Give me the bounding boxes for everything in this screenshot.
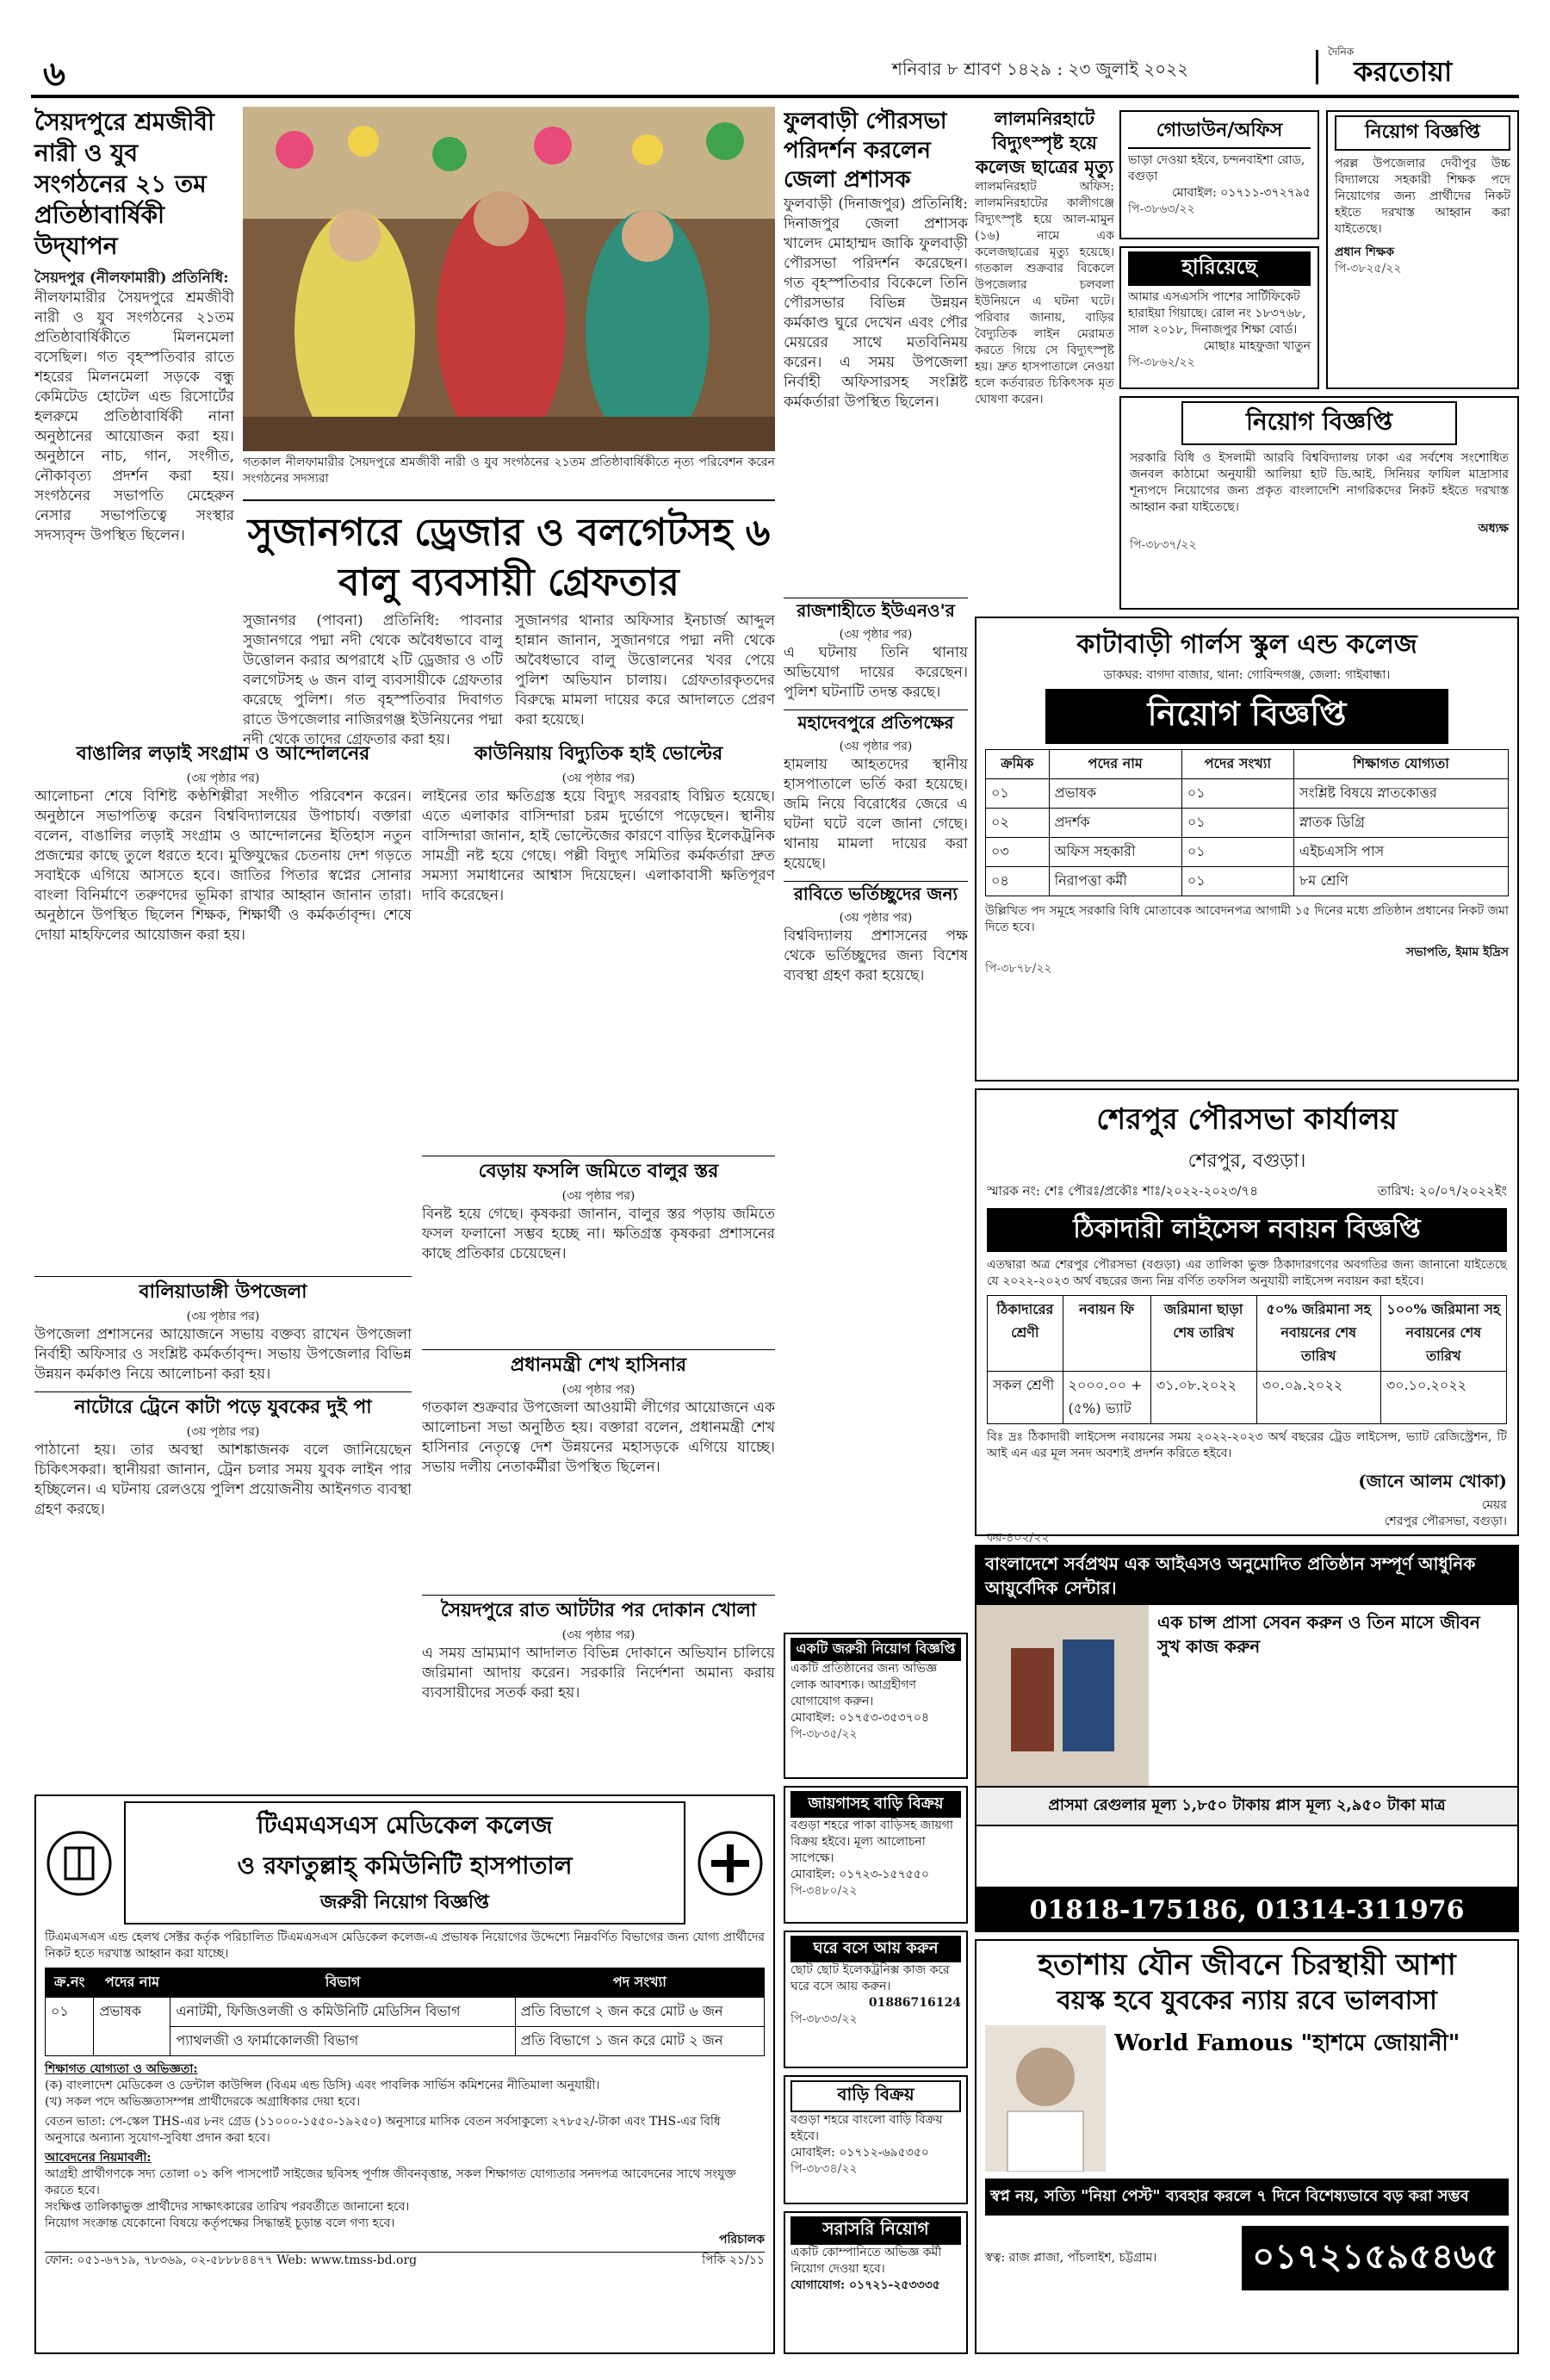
col-head: ১০০% জরিমানা সহ নবায়নের শেষ তারিখ: [1380, 1296, 1506, 1372]
ad-ref: পি-৩৮৭৮/২২: [985, 962, 1052, 976]
rule-item: আগ্রহী প্রার্থীগণকে সদ্য তোলা ০১ কপি পাসপোর্ট সাইজের ছবিসহ পূর্ণাঙ্গ জীবনবৃত্তান্ত, সকল শিক্ষাগত যোগ্যতার সনদপত্র আবেদনের সাথে সংযুক্ত করতে হবে।: [45, 2167, 736, 2197]
ad-body: একটি কোম্পানিতে অভিজ্ঞ কর্মী নিয়োগ দেওয়া হবে।: [790, 2246, 942, 2276]
col-head: ক্র.নং: [46, 1968, 94, 1998]
ad-phone: মোবাইল: ০১৭১১-৩৭২৭৯৫: [1171, 186, 1311, 200]
office-name: শেরপুর পৌরসভা কার্যালয়: [1096, 1102, 1398, 1137]
cell: ৩০.০৯.২০২২: [1256, 1372, 1380, 1424]
ad-katabari-college: [975, 617, 1519, 1082]
ad-ref: পি-৩৮২৫/২২: [1335, 262, 1402, 276]
cell: নিরাপত্তা কর্মী: [1049, 867, 1181, 896]
ad-sign: প্রধান শিক্ষক: [1335, 245, 1395, 259]
notice-sign: পরিচালক: [718, 2233, 765, 2247]
qual-title: শিক্ষাগত যোগ্যতা ও অভিজ্ঞতা:: [45, 2062, 198, 2076]
cell: ০১: [986, 779, 1050, 809]
ad-phone: মোবাইল: ০১৭৫৩-৩৫৩৭০৪: [790, 1711, 930, 1725]
cell: প্রতি বিভাগে ২ জন করে মোট ৬ জন: [515, 1998, 764, 2027]
medical-job-table: [45, 1968, 765, 2056]
story-block: [34, 739, 412, 1269]
ad-ref: পি-৩৮৩৩/২২: [790, 2012, 858, 2026]
story-body: বিশ্ববিদ্যালয় প্রশাসনের পক্ষ থেকে ভর্তিচ্ছুদের জন্য বিশেষ ব্যবস্থা গ্রহণ করা হয়েছে।: [784, 927, 968, 984]
story-title: বালিয়াডাঙ্গী উপজেলা: [139, 1280, 307, 1303]
header-rule: [31, 95, 1519, 98]
college-name: কাটাবাড়ী গার্লস স্কুল এন্ড কলেজ: [1076, 629, 1417, 660]
col-head: পদের সংখ্যা: [1181, 750, 1293, 779]
col-head: জরিমানা ছাড়া শেষ তারিখ: [1150, 1296, 1256, 1372]
ad-headline: বাংলাদেশে সর্বপ্রথম এক আইএসও অনুমোদিত প্রতিষ্ঠান সম্পূর্ণ আধুনিক আয়ুর্বেদিক সেন্টার।: [976, 1546, 1517, 1605]
story-body: এ সময় ভ্রাম্যমাণ আদালত বিভিন্ন দোকানে অভিযান চালিয়ে জরিমানা আদায় করেন। সরকারি নির্দেশনা অমান্য করায় ব্যবসায়ীদের সতর্ক করা হয়।: [422, 1645, 775, 1701]
col-head: ঠিকাদারের শ্রেণী: [988, 1296, 1063, 1372]
story-block: [422, 1349, 775, 1588]
table-row: [986, 838, 1509, 867]
col-head: পদের নাম: [94, 1968, 170, 1998]
cell: স্নাতক ডিগ্রি: [1294, 809, 1509, 838]
college-address: ডাকঘর: বাগদা বাজার, থানা: গোবিন্দগঞ্জ, জেলা: গাইবান্ধা।: [1103, 668, 1391, 682]
column-a: [34, 739, 412, 1789]
ad-ref: পিকি ২১/১১: [702, 2253, 765, 2267]
rules-title: আবেদনের নিয়মাবলী:: [45, 2151, 152, 2165]
cell: ০৩: [986, 838, 1050, 867]
col-head: শিক্ষাগত যোগ্যতা: [1294, 750, 1509, 779]
hospital-logo-icon: [696, 1829, 765, 1898]
ad-house-sale: [784, 2075, 968, 2204]
ad-headline: হতাশায় যৌন জীবনে চিরস্থায়ী আশা: [1038, 1948, 1456, 1982]
cell: প্যাথলজী ও ফার্মাকোলজী বিভাগ: [170, 2027, 515, 2056]
story-block: [422, 1595, 775, 1703]
cell: ০২: [986, 809, 1050, 838]
ad-home-income: [784, 1931, 968, 2068]
photo-caption: গতকাল নীলফামারীর সৈয়দপুরে শ্রমজীবী নারী ও যুব সংগঠনের ২১তম প্রতিষ্ঠাবার্ষিকীতে নৃত্য পরিবেশন করেন সংগঠনের সদস্যরা: [243, 456, 775, 486]
ad-title: ঘরে বসে আয় করুন: [790, 1936, 961, 1962]
col-head: নবায়ন ফি: [1063, 1296, 1150, 1372]
story-body: উপজেলা প্রশাসনের আয়োজনে সভায় বক্তব্য রাখেন উপজেলা নির্বাহী অফিসার ও সংশ্লিষ্ট কর্মকর্তাবৃন্দ। সভায় উপজেলার বিভিন্ন উন্নয়ন কর্মকাণ্ড নিয়ে আলোচনা করা হয়।: [34, 1326, 412, 1383]
ad-ref: পি-৩৮৬৩/২২: [1128, 202, 1195, 216]
memo-no: স্মারক নং: শেঃ পৌরঃ/প্রকৌঃ শাঃ/২০২২-২০২৩/৭৪: [987, 1183, 1258, 1199]
story-title: রাজশাহীতে ইউএনও'র: [797, 600, 955, 621]
story-block: [34, 1276, 412, 1385]
ad-land-sale: [784, 1786, 968, 1924]
ad-sign: মোছাঃ মাহফুজা খাতুন: [1203, 339, 1311, 353]
mayor-title: মেয়র: [1481, 1498, 1507, 1512]
story-title: প্রধানমন্ত্রী শেখ হাসিনার: [510, 1354, 687, 1376]
story-block: [422, 739, 775, 1149]
tmss-logo-icon: [45, 1829, 114, 1898]
college-sign: সভাপতি, ইমাম ইদ্রিস: [1405, 945, 1509, 959]
col-head: পদের নাম: [1049, 750, 1181, 779]
product-brand: World Famous "হাশমে জোয়ানী": [1114, 2030, 1460, 2056]
story-title: বেড়ায় ফসলি জমিতে বালুর স্তর: [478, 1160, 719, 1182]
cell: সকল শ্রেণী: [988, 1372, 1063, 1424]
ad-slogan: স্বপ্ন নয়, সত্যি "নিয়া পেস্ট" ব্যবহার করলে ৭ দিনে বিশেষ্যভাবে বড় করা সম্ভব: [985, 2179, 1509, 2216]
notice-banner: জরুরী নিয়োগ বিজ্ঞপ্তি: [319, 1891, 490, 1913]
story-body: ফুলবাড়ী (দিনাজপুর) প্রতিনিধি: দিনাজপুর জেলা প্রশাসক খালেদ মোহাম্মদ জাকি ফুলবাড়ী পৌরসভা পরিদর্শন করেছেন। গত বৃহস্পতিবার বিকেলে তিনি পৌরসভার বিভিন্ন উন্নয়ন কর্মকাণ্ড ঘুরে দেখেন এবং পৌর মেয়রের সাথে মতবিনিময় করেন। এ সময় উপজেলা নির্বাহী অফিসারসহ সংশ্লিষ্ট কর্মকর্তারা উপস্থিত ছিলেন।: [784, 195, 968, 411]
col-head: বিভাগ: [170, 1968, 515, 1998]
ad-ref: কর-৪০২/২২: [987, 1531, 1050, 1545]
ad-tmss-medical: [34, 1794, 775, 2354]
story-title: বাঙালির লড়াই সংগ্রাম ও আন্দোলনের: [76, 742, 370, 765]
rule-item: সংক্ষিপ্ত তালিকাভুক্ত প্রার্থীদের সাক্ষাৎকারের তারিখ পরবর্তীতে জানানো হবে।: [45, 2200, 410, 2214]
paper-prefix: দৈনিক: [1328, 46, 1355, 58]
col-head: ক্রমিক: [986, 750, 1050, 779]
page-number: ৬: [43, 53, 66, 94]
article-title: সুজানগরে ড্রেজার ও বলগেটসহ ৬ বালু ব্যবসায়ী গ্রেফতার: [247, 511, 771, 604]
cell: ২০০০.০০ + (৫%) ভ্যাট: [1063, 1372, 1150, 1424]
story-body: গতকাল শুক্রবার উপজেলা আওয়ামী লীগের আয়োজনে এক আলোচনা সভা অনুষ্ঠিত হয়। বক্তারা বলেন, প্রধানমন্ত্রী শেখ হাসিনার নেতৃত্বে দেশ উন্নয়নের মহাসড়কে এগিয়ে যাচ্ছে। সভায় দলীয় নেতাকর্মীরা উপস্থিত ছিলেন।: [422, 1399, 775, 1476]
dance-photo-block: [243, 107, 775, 487]
ad-title: নিয়োগ বিজ্ঞপ্তি: [1335, 115, 1510, 151]
ad-body: সরকারি বিধি ও ইসলামী আরবি বিশ্ববিদ্যালয় ঢাকা এর সর্বশেষ সংশোধিত জনবল কাঠামো অনুযায়ী আলিয়া হাট ডি.আই. সিনিয়র ফাযিল মাদ্রাসার শূন্যপদে নিয়োগের জন্য প্রকৃত বাংলাদেশি নাগরিকদের নিকট হইতে দরখাস্ত আহ্বান করা যাইতেছে।: [1130, 451, 1509, 514]
renewal-table: [987, 1295, 1507, 1424]
story-block: [422, 1156, 775, 1342]
story-body: লাইনের তার ক্ষতিগ্রস্ত হয়ে বিদ্যুৎ সরবরাহ বিঘ্নিত হয়েছে। এতে এলাকার বাসিন্দারা চরম দুর্ভোগে পড়েছেন। স্থানীয় বাসিন্দারা জানান, হাই ভোল্টেজের কারণে বাড়ির ইলেকট্রনিক সামগ্রী নষ্ট হয়ে গেছে। পল্লী বিদ্যুৎ সমিতির কর্মকর্তারা দ্রুত সমস্যা সমাধানের আশ্বাস দিয়েছেন। এলাকাবাসী ক্ষতিপূরণ দাবি করেছেন।: [422, 788, 775, 904]
office-address: শেরপুর, বগুড়া।: [1187, 1150, 1306, 1172]
story-cont: (৩য় পৃষ্ঠার পর): [839, 740, 913, 753]
masthead: [31, 45, 1519, 93]
ad-tagline: এক চান্স প্রাসা সেবন করুন ও তিন মাসে জীবন সুখ কাজ করুন: [1157, 1612, 1480, 1657]
masthead-divider: [1316, 50, 1318, 84]
story-cont: (৩য় পৃষ্ঠার পর): [561, 1383, 636, 1397]
ad-body: বগুড়া শহরে পাকা বাড়িসহ জায়গা বিক্রয় হইবে। মূল্য আলোচনা সাপেক্ষে।: [790, 1819, 953, 1865]
cell: প্রভাষক: [94, 1998, 170, 2056]
col-head: পদ সংখ্যা: [515, 1968, 764, 1998]
ad-phone: মোবাইল: ০১৭২৩-১৫৭৫৫০: [790, 1868, 930, 1881]
story-title: লালমনিরহাটে বিদ্যুৎস্পৃষ্ট হয়ে কলেজ ছাত্রের মৃত্যু: [976, 108, 1113, 177]
college-note: উল্লিখিত পদ সমূহে সরকারি বিধি মোতাবেক আবেদনপত্র আগামী ১৫ দিনের মধ্যে প্রতিষ্ঠান প্রধানের নিকট জমা দিতে হবে।: [985, 904, 1509, 934]
ad-title: গোডাউন/অফিস: [1128, 115, 1311, 149]
notice-intro: টিএমএসএস এন্ড হেলথ সেক্টর কর্তৃক পরিচালিত টিএমএসএস মেডিকেল কলেজ-এ প্রভাষক নিয়োগের উদ্দেশ্যে নিম্নবর্ণিত বিভাগের জন্য যোগ্য প্রার্থীদের নিকট হতে দরখাস্ত আহ্বান করা যাচ্ছে।: [45, 1931, 765, 1961]
story-title: কাউনিয়ায় বিদ্যুতিক হাই ভোল্টের: [474, 742, 723, 765]
cell: এনাটমী, ফিজিওলজী ও কমিউনিটি মেডিসিন বিভাগ: [170, 1998, 515, 2027]
ad-body: একটি প্রতিষ্ঠানের জন্য অভিজ্ঞ লোক আবশ্যক। আগ্রহীগণ যোগাযোগ করুন।: [790, 1662, 938, 1708]
story-body: লালমনিরহাট অফিস: লালমনিরহাটের কালীগঞ্জে বিদ্যুৎস্পৃষ্ট হয়ে আল-মামুন (১৬) নামে এক কলেজছাত্রের মৃত্যু হয়েছে। গতকাল শুক্রবার বিকেলে উপজেলার চলবলা ইউনিয়নে এ ঘটনা ঘটে। পরিবার জানায়, বাড়ির বৈদ্যুতিক লাইন মেরামত করতে গিয়ে সে বিদ্যুৎস্পৃষ্ট হয়। দ্রুত হাসপাতালে নেওয়া হলে কর্তব্যরত চিকিৎসক মৃত ঘোষণা করেন।: [975, 180, 1114, 406]
column-d: [975, 107, 1114, 486]
college-job-table: [985, 749, 1509, 896]
story-title: রাবিতে ভর্তিচ্ছুদের জন্য: [793, 883, 958, 904]
ad-phone: ০১৭২১৫৯৫৪৬৫: [1242, 2226, 1509, 2290]
story-body: এ ঘটনায় তিনি থানায় অভিযোগ দায়ের করেছেন। পুলিশ ঘটনাটি তদন্ত করছে।: [784, 644, 968, 701]
ad-title: হারিয়েছে: [1128, 251, 1311, 286]
dance-photo: [243, 107, 775, 451]
ad-ref: পি-৩৮৩৫/২২: [790, 1727, 858, 1741]
cell: অফিস সহকারী: [1049, 838, 1181, 867]
ad-body: পরল্ল উপজেলার দেবীপুর উচ্চ বিদ্যালয়ে সহকারী শিক্ষক পদে নিয়োগের জন্য প্রার্থীদের নিকট হইতে দরখাস্ত আহ্বান করা যাইতেছে।: [1335, 157, 1510, 236]
story-cont: (৩য় পৃষ্ঠার পর): [839, 911, 913, 925]
article-body-col1: সুজানগর (পাবনা) প্রতিনিধি: পাবনার সুজানগরে পদ্মা নদী থেকে অবৈধভাবে বালু উত্তোলন করার অপরাধে ২টি ড্রেজার ও ৩টি বলগেটসহ ৬ জন বালু ব্যবসায়ীকে গ্রেফতার করেছে পুলিশ। গত বৃহস্পতিবার দিবাগত রাতে উপজেলার নাজিরগঞ্জ ইউনিয়নের পদ্মা নদী থেকে তাদের গ্রেফতার করা হয়।: [243, 612, 503, 748]
cell: প্রদর্শক: [1049, 809, 1181, 838]
cell: সংশ্লিষ্ট বিষয়ে স্নাতকোত্তর: [1294, 779, 1509, 809]
cell: ৩০.১০.২০২২: [1380, 1372, 1506, 1424]
memo-date: তারিখ: ২০/০৭/২০২২ইং: [1377, 1183, 1507, 1199]
story-body: বিনষ্ট হয়ে গেছে। কৃষকরা জানান, বালুর স্তর পড়ায় জমিতে ফসল ফলানো সম্ভব হচ্ছে না। ক্ষতিগ্রস্ত কৃষকরা প্রশাসনের কাছে প্রতিকার চেয়েছেন।: [422, 1205, 775, 1262]
story-title: মহাদেবপুরে প্রতিপক্ষের: [797, 712, 954, 733]
article-body-col2: সুজানগর থানার অফিসার ইনচার্জ আব্দুল হান্নান জানান, সুজানগরে পদ্মা নদী থেকে অবৈধভাবে বালু উত্তোলনের খবর পেয়ে পুলিশ অভিযান চালায়। গ্রেফতারকৃতদের বিরুদ্ধে মামলা দায়ের করে আদালতে প্রেরণ করা হয়েছে।: [515, 612, 775, 728]
ad-title: জায়গাসহ বাড়ি বিক্রয়: [790, 1791, 961, 1818]
table-row: [986, 867, 1509, 896]
ad-title: একটি জরুরী নিয়োগ বিজ্ঞপ্তি: [790, 1638, 961, 1661]
ad-sign: অধ্যক্ষ: [1478, 522, 1509, 536]
story-cont: (৩য় পৃষ্ঠার পর): [186, 1310, 260, 1323]
mayor-org: শেরপুর পৌরসভা, বগুড়া।: [1384, 1515, 1507, 1528]
ad-ref: পি-৩৮৩৭/২২: [1130, 538, 1197, 552]
ad-lost: [1119, 246, 1319, 389]
ad-title: বাড়ি বিক্রয়: [790, 2080, 961, 2112]
ad-title: নিয়োগ বিজ্ঞপ্তি: [1181, 401, 1457, 445]
story-cont: (৩য় পৃষ্ঠার পর): [186, 772, 260, 785]
ad-job-2: [1119, 396, 1519, 610]
story-body: হামলায় আহতদের স্থানীয় হাসপাতালে ভর্তি করা হয়েছে। জমি নিয়ে বিরোধের জেরে এ ঘটনা ঘটে বলে জানা গেছে। থানায় মামলা দায়ের করা হয়েছে।: [784, 756, 968, 872]
cell: ০১: [1181, 867, 1293, 896]
article-title: সৈয়দপুরে শ্রমজীবী নারী ও যুব সংগঠনের ২১ তম প্রতিষ্ঠাবার্ষিকী উদ্‌যাপন: [34, 108, 214, 260]
story-title: নাটোরে ট্রেনে কাটা পড়ে যুবকের দুই পা: [74, 1396, 372, 1418]
table-row: [46, 1998, 765, 2027]
cell: এইচএসসি পাস: [1294, 838, 1509, 867]
ad-sexual-health: [975, 1939, 1519, 2354]
ad-ref: পি-৩৪৮০/২২: [790, 1884, 858, 1898]
article-body: নীলফামারীর সৈয়দপুরে শ্রমজীবী নারী ও যুব সংগঠনের ২১তম প্রতিষ্ঠাবার্ষিকীতে মিলনমেলা বসেছিল। গত বৃহস্পতিবার রাতে শহরের মিলনমেলা সড়কে বন্ধু কেমিটেড হোটেল এন্ড রিসোর্টের হলরুমে প্রতিষ্ঠাবার্ষিকী নানা অনুষ্ঠানের আয়োজন করা হয়। অনুষ্ঠানে নাচ, গান, সংগীত, নৌকাবৃত্য প্রদর্শন করা হয়। সংগঠনের সভাপতি মেহেরুন নেসার সভাপতিত্বে সংস্থার সদস্যবৃন্দ উপস্থিত ছিলেন।: [34, 289, 234, 544]
column-c: [784, 107, 968, 1786]
story-body: পাঠানো হয়। তার অবস্থা আশঙ্কাজনক বলে জানিয়েছেন চিকিৎসকরা। স্থানীয়রা জানান, ট্রেন চলার সময় যুবক লাইন পার হচ্ছিলেন। এ ঘটনায় রেলওয়ে পুলিশ প্রয়োজনীয় আইনগত ব্যবস্থা গ্রহণ করছে।: [34, 1441, 412, 1518]
table-row: [986, 779, 1509, 809]
ad-phone: 01886716124: [868, 1996, 961, 2010]
ad-direct-job: [784, 2211, 968, 2354]
ad-address: স্বত্ব: রাজ প্লাজা, পাঁচলাইশ, চট্টগ্রাম।: [985, 2251, 1157, 2265]
paper-name: করতোয়া: [1354, 55, 1453, 88]
table-row: [986, 809, 1509, 838]
cell: ০১: [1181, 809, 1293, 838]
ad-title: সরাসরি নিয়োগ: [790, 2216, 961, 2245]
cell: ৩১.০৮.২০২২: [1150, 1372, 1256, 1424]
ad-body: আমার এসএসসি পাশের সার্টিফিকেট হারাইয়া গিয়াছে। রোল নং ১৮৩৭৬৮, সাল ২০১৮, দিনাজপুর শিক্ষা বোর্ড।: [1128, 290, 1306, 337]
qual-item: (ক) বাংলাদেশ মেডিকেল ও ডেন্টাল কাউন্সিল (বিএম এন্ড ডিসি) এবং পাবলিক সার্ভিস কমিশনের নীতিমালা অনুযায়ী।: [45, 2079, 600, 2092]
ad-price: প্রাসমা রেগুলার মূল্য ১,৮৫০ টাকায় প্লাস মূল্য ২,৯৫০ টাকা মাত্র: [976, 1786, 1517, 1826]
qual-item: (খ) সকল পদে অভিজ্ঞতাসম্পন্ন প্রার্থীদেরকে অগ্রাধিকার দেয়া হবে।: [45, 2095, 361, 2109]
ad-godown: [1119, 110, 1319, 239]
article-shramjibi: [34, 107, 234, 650]
col-head: ৫০% জরিমানা সহ নবায়নের শেষ তারিখ: [1256, 1296, 1380, 1372]
ad-sherpur-paurashava: [975, 1088, 1519, 1545]
ad-subheadline: বয়স্ক হবে যুবকের ন্যায় রবে ভালবাসা: [1057, 1986, 1437, 2016]
story-cont: (৩য় পৃষ্ঠার পর): [839, 628, 913, 641]
ad-body: ভাড়া দেওয়া হইবে, চন্দনবাইশা রোড, বগুড়া: [1128, 153, 1305, 183]
contact-footer: ফোন: ০৫১-৬৭১৯, ৭৮৩৬৯, ০২-৫৮৮৮৪৪৭৭ Web: www.tmss-bd.org: [45, 2253, 418, 2267]
cell: ০১: [1181, 838, 1293, 867]
ad-body: ছোট ছোট ইলেকট্রনিক্স কাজ করে ঘরে বসে আয় করুন।: [790, 1963, 950, 1993]
cell: ০১: [1181, 779, 1293, 809]
mayor-name: (জানে আলম খোকা): [1358, 1471, 1507, 1491]
cell: প্রতি বিভাগে ১ জন করে মোট ২ জন: [515, 2027, 764, 2056]
story-body: আলোচনা শেষে বিশিষ্ট কণ্ঠশিল্পীরা সংগীত পরিবেশন করেন। অনুষ্ঠানে সভাপতিত্ব করেন বিশ্ববিদ্যালয়ের উপাচার্য। বক্তারা বলেন, বাঙালির লড়াই সংগ্রাম ও আন্দোলনের ইতিহাস নতুন প্রজন্মের কাছে তুলে ধরতে হবে। মুক্তিযুদ্ধের চেতনায় দেশ গড়তে সবাইকে এগিয়ে আসতে হবে। জাতির পিতার স্বপ্নের সোনার বাংলা বিনির্মাণে তরুণদের ভূমিকা রাখার আহ্বান জানান তারা। অনুষ্ঠানে উপস্থিত ছিলেন শিক্ষক, শিক্ষার্থী ও কর্মকর্তাবৃন্দ। শেষে দোয়া মাহফিলের আয়োজন করা হয়।: [34, 788, 412, 944]
salary: বেতন ভাতা: পে-স্কেল THS-এর ৮নং গ্রেড (১১০০০-১৫৫০-১৯২৫০) অনুসারে মাসিক বেতন সর্বসাকুল্যে ২৭৮৫২/-টাকা এবং THS-এর বিধি অনুসারে অন্যান্য সুযোগ-সুবিধা প্রদান করা হবে।: [45, 2115, 721, 2145]
issue-date: শনিবার ৮ শ্রাবণ ১৪২৯ : ২৩ জুলাই ২০২২: [892, 59, 1189, 79]
ad-phone: মোবাইল: ০১৭১২-৬৯৫৩৫০: [790, 2146, 930, 2160]
college-title: টিএমএসএস মেডিকেল কলেজ: [257, 1811, 553, 1839]
ad-phones: 01818-175186, 01314-311976: [976, 1887, 1517, 1932]
story-title: সৈয়দপুরে রাত আটটার পর দোকান খোলা: [440, 1599, 757, 1621]
story-cont: (৩য় পৃষ্ঠার পর): [186, 1425, 260, 1439]
cell: প্রভাষক: [1049, 779, 1181, 809]
ad-ayurvedic-center: [975, 1545, 1519, 1932]
hospital-title: ও রফাতুল্লাহ্ কমিউনিটি হাসপাতাল: [237, 1851, 573, 1880]
ad-phone: যোগাযোগ: ০১৭২১-২৫৩৩৩৫: [790, 2278, 940, 2292]
rule-item: নিয়োগ সংক্রান্ত যেকোনো বিষয়ে কর্তৃপক্ষের সিদ্ধান্তই চূড়ান্ত বলে গণ্য হবে।: [45, 2216, 395, 2230]
story-cont: (৩য় পৃষ্ঠার পর): [561, 772, 636, 785]
notice-banner: ঠিকাদারী লাইসেন্স নবায়ন বিজ্ঞপ্তি: [987, 1208, 1507, 1252]
table-row: [988, 1372, 1507, 1424]
cell: ০৪: [986, 867, 1050, 896]
ad-ref: পি-৩৮৬২/২২: [1128, 356, 1195, 369]
story-title: ফুলবাড়ী পৌরসভা পরিদর্শন করলেন জেলা প্রশাসক: [784, 108, 947, 193]
ad-ref: পি-৩৮৩৪/২২: [790, 2162, 858, 2176]
cell: ০১: [46, 1998, 94, 2056]
college-banner: নিয়োগ বিজ্ঞপ্তি: [1045, 689, 1448, 744]
story-cont: (৩য় পৃষ্ঠার পর): [561, 1628, 636, 1642]
product-photo-icon: [976, 1605, 1149, 1786]
column-b: [422, 739, 775, 1789]
article-sujanagar: [243, 499, 775, 749]
story-block: [34, 1391, 412, 1520]
doctor-photo-icon: [985, 2025, 1106, 2172]
story-cont: (৩য় পৃষ্ঠার পর): [561, 1189, 636, 1203]
notice-note: বিঃ দ্রঃ ঠিকাদারী লাইসেন্স নবায়নের সময় ২০২২-২০২৩ অর্থ বছরের ট্রেড লাইসেন্স, ভ্যাট রেজিস্ট্রেশন, টি আই এন এর মূল সনদ অবশ্যই প্রদর্শন করিতে হইবে।: [987, 1430, 1507, 1460]
cell: ৮ম শ্রেণি: [1294, 867, 1509, 896]
ad-body: বগুড়া শহরে বাংলো বাড়ি বিক্রয় হইবে।: [790, 2113, 943, 2143]
article-dateline: সৈয়দপুর (নীলফামারী) প্রতিনিধি:: [34, 270, 229, 287]
ad-job-1: [1326, 110, 1519, 389]
notice-body: এতদ্বারা অত্র শেরপুর পৌরসভা (বগুড়া) এর তালিকা ভুক্ত ঠিকাদারগণের অবগতির জন্য জানানো যাইতেছে যে ২০২২-২০২৩ অর্থ বছরের জন্য নিম্ন বর্ণিত তফসিল অনুযায়ী লাইসেন্স নবায়ন করা হইবে।: [987, 1258, 1507, 1288]
ad-urgent-job: [784, 1633, 968, 1779]
